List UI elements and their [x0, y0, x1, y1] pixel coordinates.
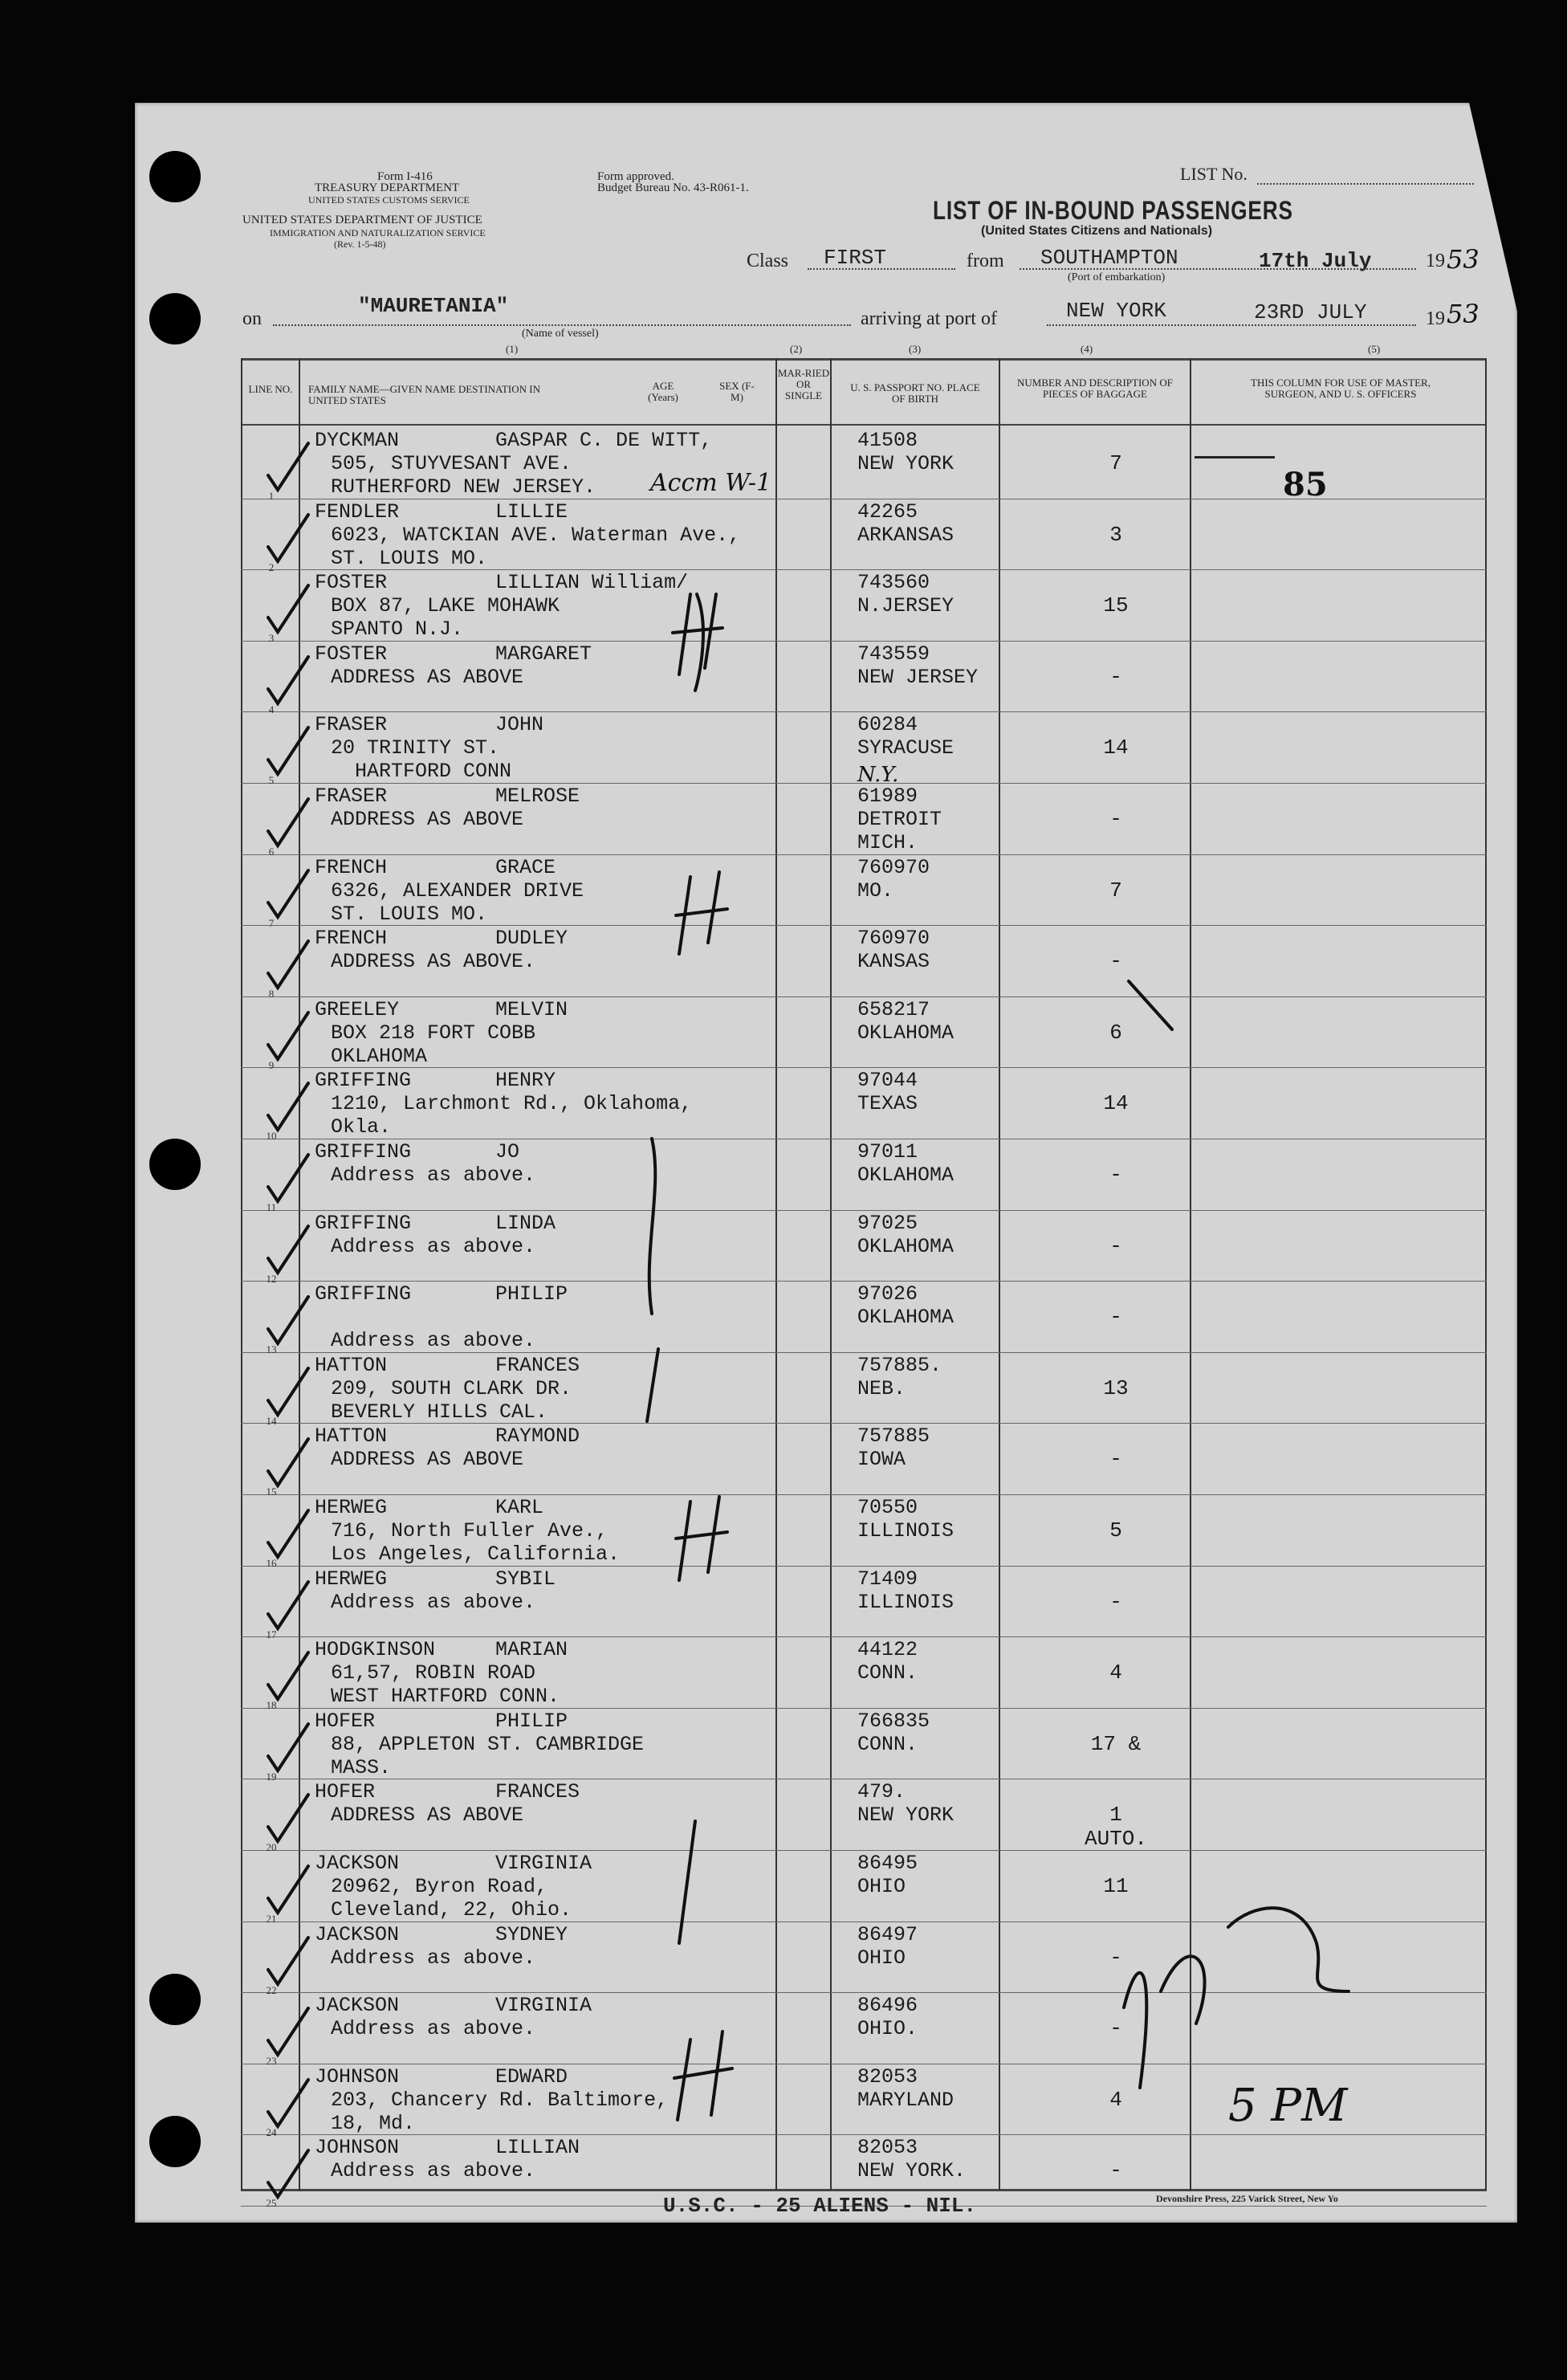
embarkation-date: 17th July: [1259, 249, 1372, 273]
place-of-birth: OKLAHOMA: [857, 1306, 954, 1330]
place-of-birth: SYRACUSE: [857, 736, 954, 760]
baggage-count: 15: [1103, 593, 1129, 618]
passenger-address-line-1: Address as above.: [331, 2017, 536, 2041]
vessel-note: (Name of vessel): [522, 328, 599, 340]
passenger-name: HATTON RAYMOND: [315, 1424, 580, 1449]
passenger-address-line-2: 18, Md.: [331, 2111, 416, 2135]
passenger-address-line-1: BOX 87, LAKE MOHAWK: [331, 594, 560, 618]
passenger-address-line-1: 20962, Byron Road,: [331, 1875, 548, 1898]
passenger-address-line-2: RUTHERFORD NEW JERSEY.: [331, 475, 596, 499]
col-head-passport: U. S. PASSPORT NO. PLACE OF BIRTH: [850, 381, 980, 405]
baggage-count: 7: [1109, 451, 1122, 475]
col-head-age: AGE (Years): [648, 380, 678, 403]
arrival-port: NEW YORK: [1066, 299, 1166, 323]
passenger-name: DYCKMAN GASPAR C. DE WITT,: [315, 429, 713, 452]
passenger-address-line-2: BEVERLY HILLS CAL.: [331, 1400, 548, 1424]
passport-number: 743560: [857, 571, 930, 595]
passenger-name: FRASER MELROSE: [315, 785, 580, 808]
passport-number: 760970: [857, 927, 930, 951]
passport-number: 479.: [857, 1780, 906, 1804]
passenger-address-line-1: 61,57, ROBIN ROAD: [331, 1661, 536, 1685]
port-note: (Port of embarkation): [1068, 271, 1166, 283]
passenger-address-line-2: Address as above.: [331, 1329, 536, 1353]
hand-mark-h: [673, 594, 722, 674]
passenger-address-line-1: 88, APPLETON ST. CAMBRIDGE: [331, 1732, 645, 1756]
line-number: 21: [266, 1913, 277, 1925]
place-of-birth: OKLAHOMA: [857, 1021, 954, 1045]
passenger-name: JOHNSON LILLIAN: [315, 2136, 580, 2160]
passport-number: 97044: [857, 1069, 918, 1093]
passport-number: 658217: [857, 997, 930, 1021]
baggage-count: -: [1109, 807, 1122, 831]
form-approved: Form approved.: [597, 170, 674, 183]
place-of-birth: N.JERSEY: [857, 594, 954, 618]
baggage-count: 17 &: [1090, 1731, 1142, 1756]
passenger-address-line-2: Okla.: [331, 1115, 392, 1139]
on-label: on: [242, 308, 262, 329]
passport-number: 41508: [857, 429, 918, 452]
passenger-address-line-1: Address as above.: [331, 1164, 536, 1187]
hand-mark-stroke: [679, 1821, 695, 1943]
list-no-label: LIST No.: [1180, 164, 1247, 184]
vessel-name: "MAURETANIA": [358, 294, 509, 318]
place-of-birth: KANSAS: [857, 950, 930, 974]
signature-mark: [1124, 1908, 1349, 2088]
printer-credit: Devonshire Press, 225 Varick Street, New Yo: [1156, 2193, 1338, 2204]
col-head-sex: SEX (F-M): [719, 380, 755, 403]
passenger-name: FRENCH GRACE: [315, 855, 556, 879]
passenger-name: FOSTER MARGARET: [315, 642, 592, 666]
passenger-address-line-2: HARTFORD CONN: [331, 760, 512, 784]
baggage-count: 6: [1109, 1020, 1122, 1045]
passport-number: 61989: [857, 785, 918, 808]
officer-mark: 85: [1283, 466, 1328, 503]
place-of-birth: NEB.: [857, 1376, 906, 1400]
passenger-address-line-1: Address as above.: [331, 1590, 536, 1614]
passenger-address-line-2: MASS.: [331, 1755, 392, 1779]
baggage-count: -: [1109, 664, 1122, 689]
baggage-count: -: [1109, 1305, 1122, 1330]
form-number: Form I-416: [377, 170, 433, 183]
baggage-count: -: [1109, 949, 1122, 974]
passport-number: 42265: [857, 499, 918, 524]
passenger-address-line-1: Address as above.: [331, 1234, 536, 1258]
line-number: 22: [266, 1983, 277, 1996]
brace-mark: [649, 1139, 656, 1314]
year-label-2: 19: [1426, 308, 1445, 329]
passenger-name: HOFER PHILIP: [315, 1709, 568, 1733]
passenger-address-line-2: Los Angeles, California.: [331, 1543, 621, 1566]
baggage-count: -: [1109, 1447, 1122, 1472]
passport-number: 743559: [857, 642, 930, 666]
treasury-dept: TREASURY DEPARTMENT: [315, 181, 460, 194]
ny-note: N.Y.: [857, 763, 899, 787]
col-head-married: MAR-RIED OR SINGLE: [777, 367, 830, 401]
passport-number: 86495: [857, 1852, 918, 1875]
passenger-address-line-2: OKLAHOMA: [331, 1044, 428, 1068]
line-number: 4: [268, 703, 275, 715]
line-number: 14: [266, 1414, 277, 1427]
passenger-address-line-2: ST. LOUIS MO.: [331, 902, 488, 926]
place-of-birth: ILLINOIS: [857, 1519, 954, 1543]
line-number: 20: [266, 1841, 277, 1854]
hand-mark-h: [674, 2032, 732, 2120]
passenger-address-line-1: ADDRESS AS ABOVE: [331, 808, 524, 831]
passenger-name: JOHNSON EDWARD: [315, 2064, 568, 2089]
place-of-birth: CONN.: [857, 1661, 918, 1685]
baggage-count: 5: [1109, 1518, 1122, 1543]
passport-number: 760970: [857, 855, 930, 879]
line-number: 24: [266, 2125, 277, 2138]
class-value: FIRST: [824, 246, 887, 270]
line-number: 19: [266, 1770, 277, 1783]
baggage-count: 3: [1109, 522, 1122, 547]
passenger-name: GRIFFING LINDA: [315, 1211, 556, 1235]
baggage-count: 7: [1109, 878, 1122, 903]
passport-number: 86497: [857, 1922, 918, 1946]
passenger-address-line-1: ADDRESS AS ABOVE: [331, 1803, 524, 1828]
place-of-birth: IOWA: [857, 1448, 906, 1472]
line-number: 12: [266, 1272, 277, 1285]
place-of-birth: MO.: [857, 878, 894, 903]
column-number-4: (4): [1081, 343, 1093, 355]
line-number: 10: [266, 1130, 277, 1143]
passport-number: 757885.: [857, 1353, 942, 1377]
place-of-birth: TEXAS: [857, 1092, 918, 1116]
accm-note: Accm W-1: [650, 469, 772, 497]
passenger-name: JACKSON VIRGINIA: [315, 1994, 592, 2018]
place-of-birth: ILLINOIS: [857, 1590, 954, 1614]
document-title: LIST OF IN-BOUND PASSENGERS: [933, 196, 1293, 225]
passenger-name: GRIFFING JO: [315, 1140, 520, 1164]
line-number: 7: [268, 916, 275, 929]
line-number: 11: [266, 1201, 277, 1213]
baggage-count: 14: [1103, 736, 1129, 760]
line-number: 17: [266, 1628, 277, 1640]
passenger-name: HODGKINSON MARIAN: [315, 1638, 568, 1662]
customs-service: UNITED STATES CUSTOMS SERVICE: [308, 194, 470, 206]
passenger-address-line-1: 203, Chancery Rd. Baltimore,: [331, 2088, 669, 2112]
line-number: 25: [266, 2197, 277, 2210]
place-of-birth: CONN.: [857, 1732, 918, 1756]
line-number: 3: [268, 632, 275, 645]
col-head-name: FAMILY NAME—GIVEN NAME DESTINATION IN UNITED STATES: [308, 383, 541, 406]
place-of-birth: OHIO: [857, 1946, 906, 1970]
time-note: 5 PM: [1228, 2080, 1348, 2132]
passenger-name: HOFER FRANCES: [315, 1780, 580, 1804]
passport-number: 86496: [857, 1994, 918, 2018]
passenger-name: JACKSON VIRGINIA: [315, 1852, 592, 1875]
passenger-address-line-1: ADDRESS AS ABOVE.: [331, 950, 536, 974]
passport-number: 97026: [857, 1282, 918, 1306]
passenger-name: FOSTER LILLIAN William/: [315, 571, 689, 595]
baggage-count: 14: [1103, 1091, 1129, 1116]
place-of-birth: NEW YORK: [857, 452, 954, 475]
baggage-count: -: [1109, 1945, 1122, 1970]
passenger-name: GRIFFING HENRY: [315, 1069, 556, 1093]
line-number: 2: [268, 560, 275, 573]
passenger-address-line-2: SPANTO N.J.: [331, 617, 464, 642]
baggage-count: 4: [1109, 2087, 1122, 2112]
passenger-name: JACKSON SYDNEY: [315, 1922, 568, 1946]
passenger-address-line-1: 6326, ALEXANDER DRIVE: [331, 878, 584, 903]
year-label-1: 19: [1426, 251, 1445, 271]
passenger-address-line-2: ST. LOUIS MO.: [331, 546, 488, 570]
passenger-name: FENDLER LILLIE: [315, 499, 568, 524]
baggage-count: 11: [1103, 1874, 1129, 1898]
passenger-address-line-1: 505, STUYVESANT AVE.: [331, 452, 572, 475]
passenger-name: GREELEY MELVIN: [315, 997, 568, 1021]
year-value-1: 53: [1447, 244, 1479, 275]
baggage-count: -: [1109, 1163, 1122, 1187]
baggage-count: 13: [1103, 1375, 1129, 1400]
passenger-address-line-2: Cleveland, 22, Ohio.: [331, 1898, 572, 1922]
place-of-birth: NEW YORK: [857, 1803, 954, 1828]
passenger-address-line-1: ADDRESS AS ABOVE: [331, 1448, 524, 1472]
column-number-1: (1): [506, 343, 519, 355]
passenger-address-line-1: 20 TRINITY ST.: [331, 736, 500, 760]
passenger-address-line-1: ADDRESS AS ABOVE: [331, 665, 524, 689]
place-of-birth: OHIO: [857, 1875, 906, 1898]
line-number: 8: [268, 988, 275, 1000]
passenger-address-line-1: 716, North Fuller Ave.,: [331, 1519, 608, 1543]
hand-mark-h: [676, 1497, 727, 1580]
line-number: 18: [266, 1699, 277, 1712]
line-number: 1: [268, 490, 275, 502]
line-number: 23: [266, 2055, 277, 2068]
passenger-address-line-1: Address as above.: [331, 2159, 536, 2183]
year-value-2: 53: [1447, 299, 1479, 329]
column-number-2: (2): [790, 343, 803, 355]
place-of-birth: ARKANSAS: [857, 523, 954, 547]
passport-number: 71409: [857, 1567, 918, 1591]
passport-number: 97011: [857, 1140, 918, 1164]
justice-dept: UNITED STATES DEPARTMENT OF JUSTICE: [242, 214, 482, 226]
ins-service: IMMIGRATION AND NATURALIZATION SERVICE: [270, 227, 486, 238]
passport-number: 44122: [857, 1638, 918, 1662]
passenger-name: GRIFFING PHILIP: [315, 1282, 568, 1306]
line-number: 9: [268, 1058, 275, 1071]
passenger-address-line-1: BOX 218 FORT COBB: [331, 1021, 536, 1045]
footer-summary: U.S.C. - 25 ALIENS - NIL.: [663, 2194, 977, 2218]
budget-bureau: Budget Bureau No. 43-R061-1.: [597, 181, 749, 194]
embarkation-port: SOUTHAMPTON: [1040, 246, 1178, 270]
passenger-address-line-1: 209, SOUTH CLARK DR.: [331, 1376, 572, 1400]
passport-number: 82053: [857, 2064, 918, 2089]
col-head-officers: THIS COLUMN FOR USE OF MASTER, SURGEON, AND U. S. OFFICERS: [1251, 377, 1431, 400]
place-of-birth: OHIO.: [857, 2017, 918, 2041]
place-of-birth: DETROIT MICH.: [857, 808, 942, 854]
passport-number: 97025: [857, 1211, 918, 1235]
place-of-birth: OKLAHOMA: [857, 1234, 954, 1258]
passport-number: 70550: [857, 1496, 918, 1519]
col-head-line: LINE NO.: [248, 383, 293, 395]
place-of-birth: OKLAHOMA: [857, 1164, 954, 1187]
column-number-5: (5): [1368, 343, 1381, 355]
line-number: 5: [268, 774, 275, 787]
revision-date: (Rev. 1-5-48): [334, 238, 386, 250]
baggage-count: -: [1109, 2158, 1122, 2183]
brace-mark: [695, 594, 703, 691]
line-number: 16: [266, 1557, 277, 1569]
hand-mark-stroke: [647, 1349, 658, 1421]
line-number: 15: [266, 1485, 277, 1498]
line-number: 13: [266, 1343, 277, 1356]
passenger-name: FRENCH DUDLEY: [315, 927, 568, 951]
arrival-date: 23RD JULY: [1254, 300, 1367, 324]
slash-mark: [1129, 981, 1172, 1029]
passport-number: 766835: [857, 1709, 930, 1733]
passenger-address-line-1: 1210, Larchmont Rd., Oklahoma,: [331, 1092, 693, 1116]
baggage-count: 1 AUTO.: [1084, 1803, 1147, 1852]
column-number-3: (3): [909, 343, 922, 355]
passport-number: 60284: [857, 713, 918, 737]
passenger-name: FRASER JOHN: [315, 713, 544, 737]
class-label: Class: [747, 251, 789, 271]
document-subtitle: (United States Citizens and Nationals): [981, 224, 1213, 238]
baggage-count: 4: [1109, 1661, 1122, 1685]
col-head-baggage: NUMBER AND DESCRIPTION OF PIECES OF BAGGAGE: [1017, 377, 1173, 400]
passenger-name: HERWEG SYBIL: [315, 1567, 556, 1591]
place-of-birth: NEW YORK.: [857, 2159, 967, 2183]
baggage-count: -: [1109, 1233, 1122, 1258]
from-label: from: [967, 251, 1004, 271]
passenger-address-line-2: WEST HARTFORD CONN.: [331, 1685, 560, 1709]
passenger-name: HERWEG KARL: [315, 1496, 544, 1519]
passenger-address-line-1: 6023, WATCKIAN AVE. Waterman Ave.,: [331, 523, 741, 547]
passport-number: 82053: [857, 2136, 918, 2160]
passenger-address-line-1: Address as above.: [331, 1946, 536, 1970]
baggage-count: -: [1109, 2016, 1122, 2041]
baggage-count: -: [1109, 1589, 1122, 1614]
arriving-label: arriving at port of: [861, 308, 997, 329]
place-of-birth: MARYLAND: [857, 2088, 954, 2112]
passport-number: 757885: [857, 1424, 930, 1449]
hand-mark-h: [676, 872, 727, 954]
line-number: 6: [268, 846, 275, 858]
place-of-birth: NEW JERSEY: [857, 665, 979, 689]
passenger-name: HATTON FRANCES: [315, 1353, 580, 1377]
